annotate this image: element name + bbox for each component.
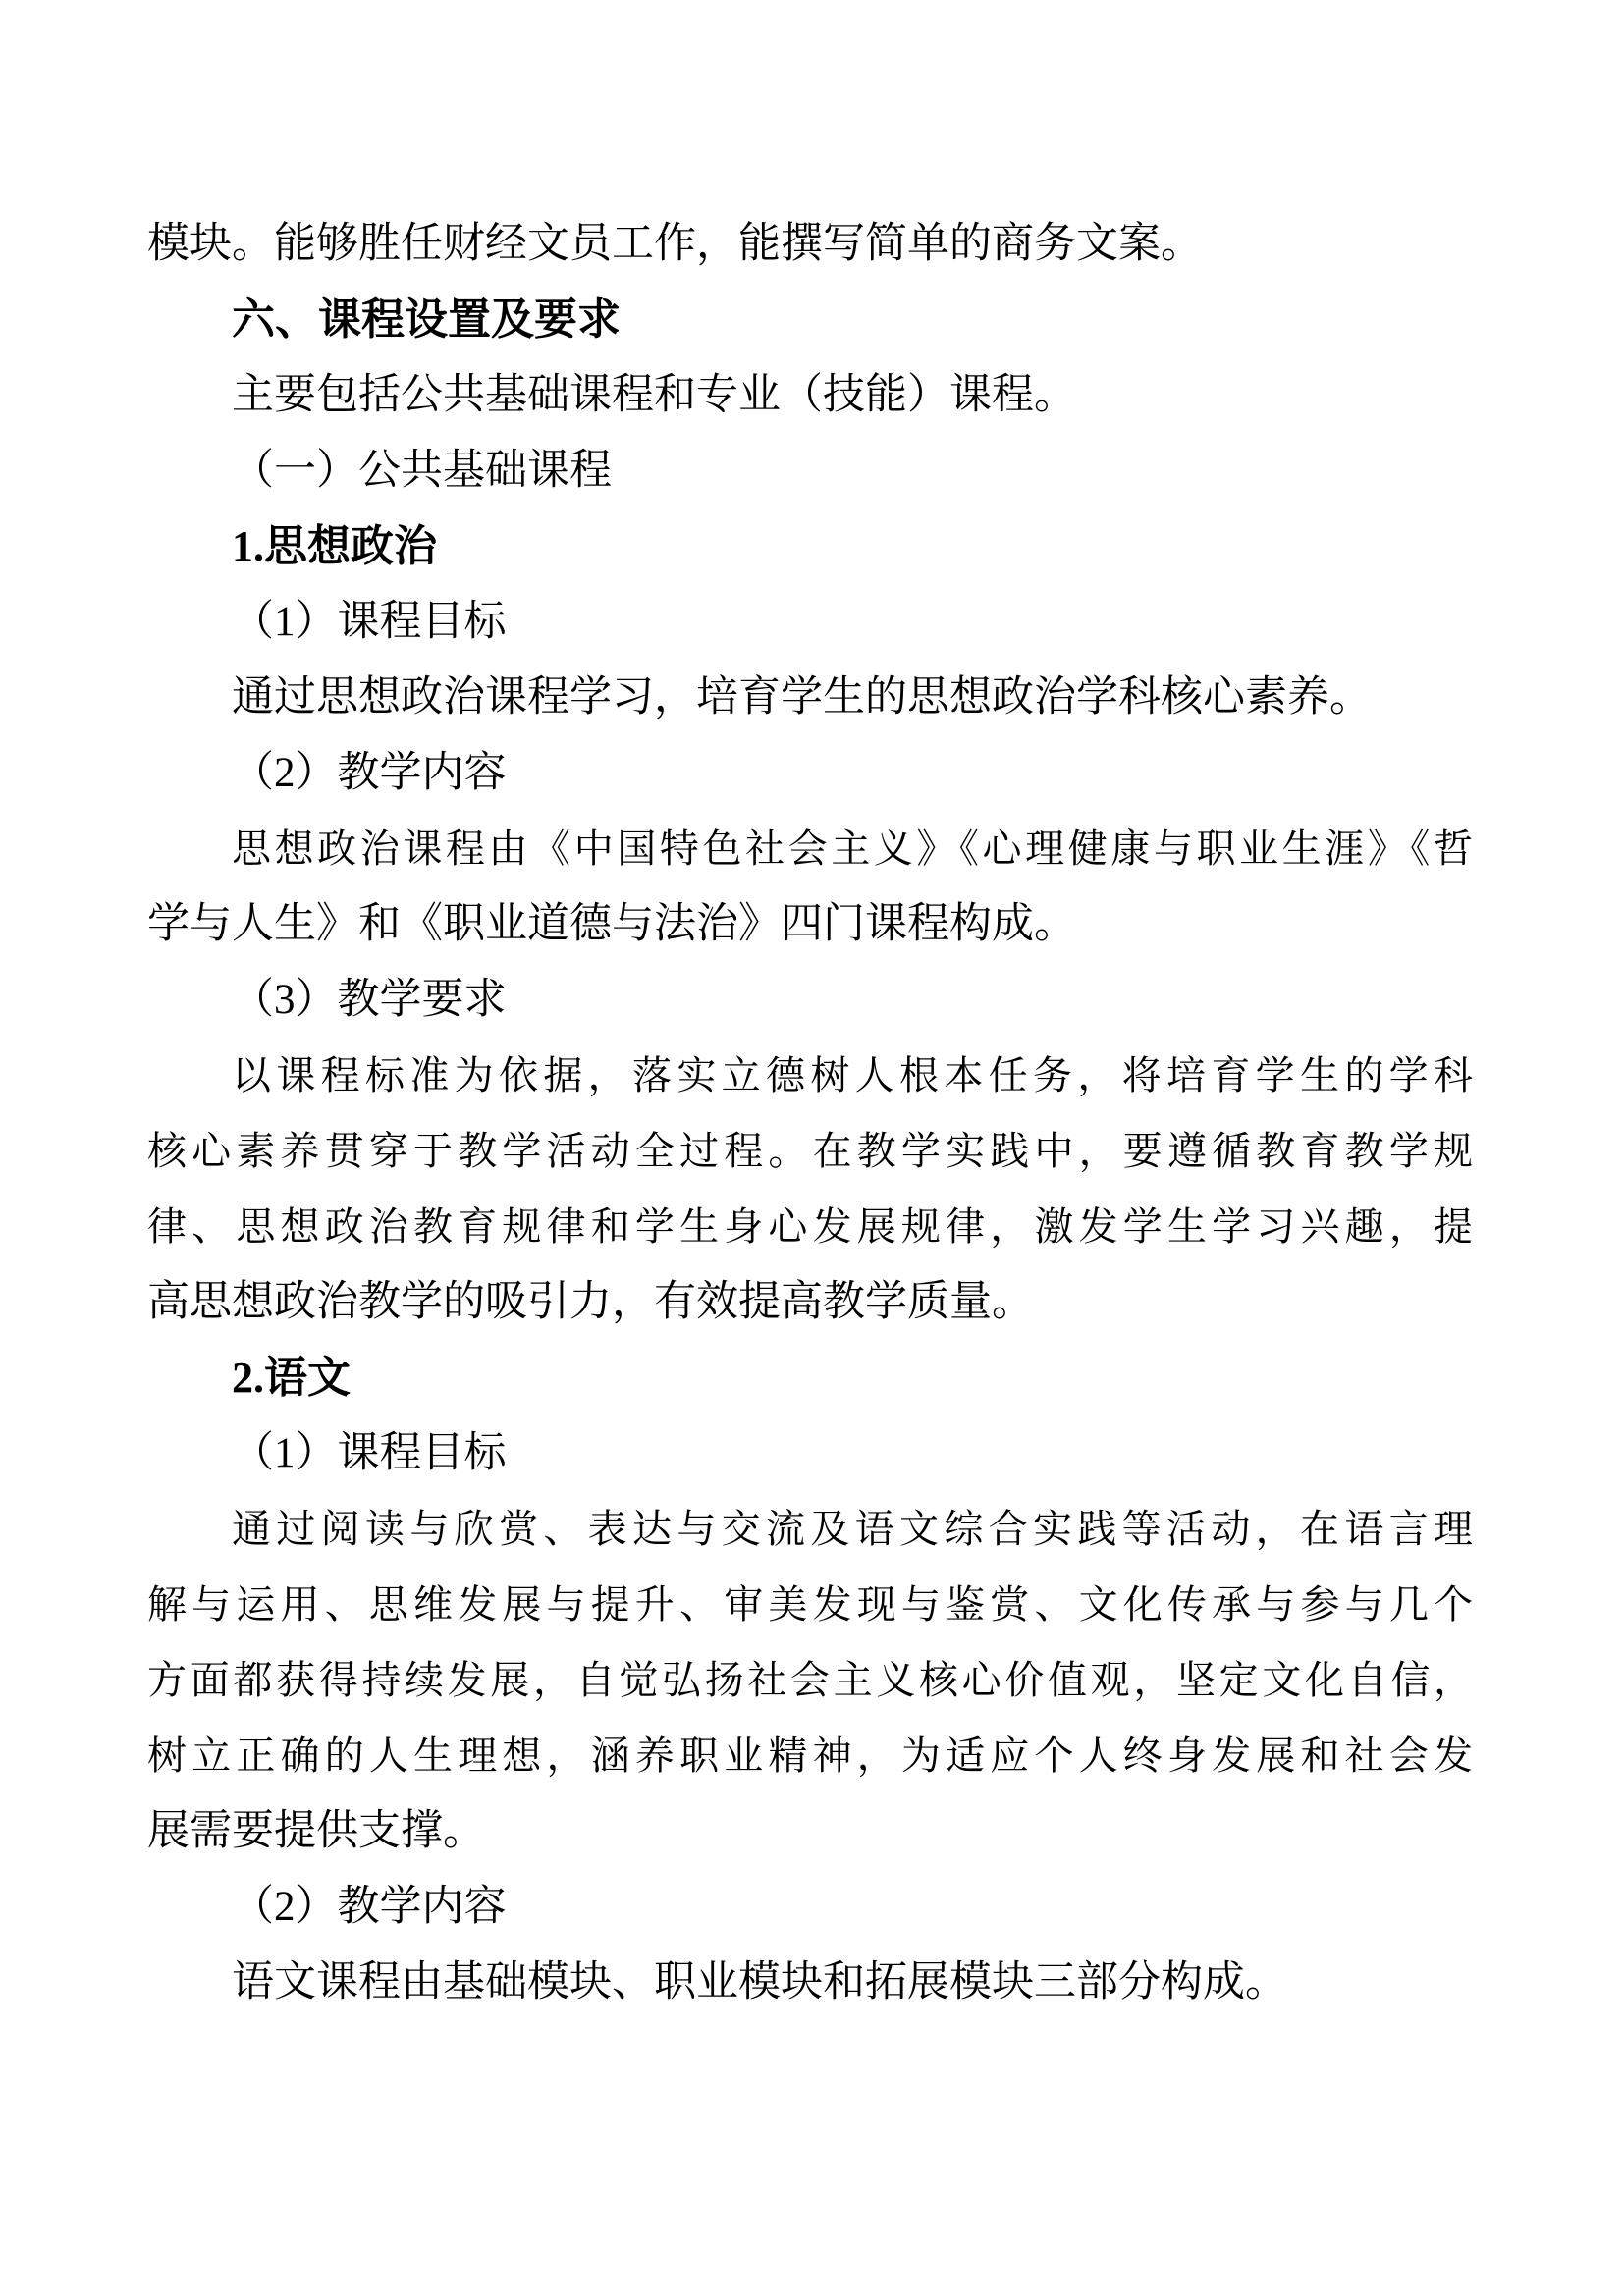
course-heading: 2.语文 (232, 1354, 351, 1402)
body-text-line: 通过思想政治课程学习，培育学生的思想政治学科核心素养。 (232, 674, 1372, 721)
body-text-line: 学与人生》和《职业道德与法治》四门课程构成。 (147, 901, 1076, 947)
body-text-line: 解与运用、思维发展与提升、审美发现与鉴赏、文化传承与参与几个 (147, 1582, 1473, 1627)
body-text-line: 方面都获得持续发展，自觉弘扬社会主义核心价值观，坚定文化自信， (147, 1658, 1473, 1702)
body-text-line: 模块。能够胜任财经文员工作，能撰写简单的商务文案。 (147, 221, 1203, 267)
section-heading: 六、课程设置及要求 (232, 295, 621, 344)
body-text-line: 核心素养贯穿于教学活动全过程。在教学实践中，要遵循教育教学规 (147, 1129, 1473, 1173)
body-text-line: （3）教学要求 (232, 977, 507, 1023)
body-text-line: 以课程标准为依据，落实立德树人根本任务，将培育学生的学科 (232, 1053, 1473, 1097)
body-text-line: （一）公共基础课程 (232, 448, 612, 494)
body-text-line: （1）课程目标 (232, 1430, 507, 1476)
body-text-line: 高思想政治教学的吸引力，有效提高教学质量。 (147, 1279, 1034, 1325)
page-content (147, 206, 1473, 2020)
body-text-line: 主要包括公共基础课程和专业（技能）课程。 (232, 372, 1076, 418)
body-text-line: 律、思想政治教育规律和学生身心发展规律，激发学生学习兴趣，提 (147, 1204, 1473, 1249)
body-text-line: （2）教学内容 (232, 750, 507, 796)
body-text-line: （1）课程目标 (232, 599, 507, 645)
body-text-line: 通过阅读与欣赏、表达与交流及语文综合实践等活动，在语言理 (232, 1507, 1473, 1551)
body-text-line: 思想政治课程由《中国特色社会主义》《心理健康与职业生涯》《哲 (232, 827, 1473, 871)
body-text-line: 树立正确的人生理想，涵养职业精神，为适应个人终身发展和社会发 (147, 1734, 1473, 1778)
body-text-line: （2）教学内容 (232, 1884, 507, 1930)
body-text-line: 展需要提供支撑。 (147, 1808, 485, 1854)
body-text-line: 语文课程由基础模块、职业模块和拓展模块三部分构成。 (232, 1959, 1287, 2005)
course-heading: 1.思想政治 (232, 522, 437, 570)
